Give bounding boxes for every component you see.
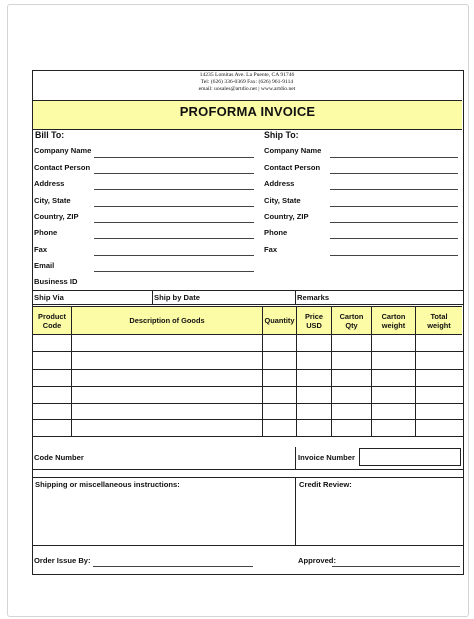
ship-to-fax-field[interactable] (330, 255, 458, 256)
bill-to-city-field[interactable] (94, 206, 254, 207)
ship-to-city-field[interactable] (330, 206, 458, 207)
table-row (32, 369, 463, 370)
ship-row-top-rule (32, 290, 463, 291)
ship-to-contact-field[interactable] (330, 173, 458, 174)
remarks-label: Remarks (297, 293, 330, 302)
company-contact: email: uosales@artdio.net | www.artdio.net (198, 86, 296, 92)
table-row (32, 386, 463, 387)
col-carton-weight: Carton weight (372, 306, 415, 335)
code-row-divider (295, 447, 296, 469)
bill-to-fax-label: Fax (34, 245, 48, 254)
code-number-label: Code Number (34, 453, 84, 462)
ship-to-company-field[interactable] (330, 157, 458, 158)
table-row (32, 403, 463, 404)
table-vrule-4 (331, 306, 332, 436)
table-vrule-5 (371, 306, 372, 436)
ship-to-country-field[interactable] (330, 222, 458, 223)
ship-to-phone-field[interactable] (330, 238, 458, 239)
col-total-weight: Total weight (416, 306, 462, 335)
bill-to-city-label: City, State (34, 196, 71, 205)
order-issue-by-field[interactable] (93, 566, 253, 567)
code-row-bottom-rule (32, 469, 463, 470)
ship-row-bottom-rule (32, 304, 463, 305)
ship-to-address-label: Address (264, 179, 295, 188)
bill-to-email-label: Email (34, 261, 55, 270)
bill-to-business-id-label: Business ID (34, 277, 78, 286)
bill-to-phone-field[interactable] (94, 238, 254, 239)
ship-to-city-label: City, State (264, 196, 301, 205)
bill-to-heading: Bill To: (35, 130, 65, 140)
bill-to-phone-label: Phone (34, 228, 58, 237)
page-title: PROFORMA INVOICE (179, 104, 316, 119)
instructions-bottom-rule (32, 545, 463, 546)
col-product-code: Product Code (33, 306, 71, 335)
table-row (32, 351, 463, 352)
approved-field[interactable] (332, 566, 460, 567)
ship-to-contact-label: Contact Person (264, 163, 321, 172)
credit-review-label: Credit Review: (299, 480, 352, 489)
bill-to-address-label: Address (34, 179, 65, 188)
ship-to-country-label: Country, ZIP (264, 212, 309, 221)
ship-row-divider-1 (152, 290, 153, 304)
bill-to-email-field[interactable] (94, 271, 254, 272)
invoice-number-field[interactable] (359, 448, 461, 466)
order-issue-by-label: Order Issue By: (34, 556, 91, 565)
table-vrule-6 (415, 306, 416, 436)
ship-to-fax-label: Fax (264, 245, 278, 254)
instructions-divider (295, 477, 296, 545)
approved-label: Approved: (298, 556, 336, 565)
ship-row-divider-2 (295, 290, 296, 304)
ship-to-heading: Ship To: (264, 130, 299, 140)
col-quantity: Quantity (263, 306, 296, 335)
table-vrule-2 (262, 306, 263, 436)
table-row (32, 419, 463, 420)
bill-to-company-label: Company Name (34, 146, 92, 155)
company-phones: Tel: (626) 336-0369 Fax: (626) 961-9114 (200, 79, 294, 85)
col-price: Price USD (297, 306, 331, 335)
table-vrule-3 (296, 306, 297, 436)
table-bottom-rule (32, 436, 463, 437)
col-carton-qty: Carton Qty (332, 306, 371, 335)
bill-to-fax-field[interactable] (94, 255, 254, 256)
bill-to-contact-label: Contact Person (34, 163, 91, 172)
bill-to-country-label: Country, ZIP (34, 212, 79, 221)
bill-to-address-field[interactable] (94, 189, 254, 190)
ship-to-address-field[interactable] (330, 189, 458, 190)
ship-by-date-label: Ship by Date (154, 293, 200, 302)
bill-to-country-field[interactable] (94, 222, 254, 223)
ship-to-company-label: Company Name (264, 146, 322, 155)
bill-to-company-field[interactable] (94, 157, 254, 158)
bill-to-contact-field[interactable] (94, 173, 254, 174)
ship-via-label: Ship Via (34, 293, 64, 302)
table-vrule-1 (71, 306, 72, 436)
instructions-top-rule (32, 477, 463, 478)
invoice-number-label: Invoice Number (298, 453, 355, 462)
company-address: 14235 Lomitas Ave. La Puente, CA 91746 (199, 72, 295, 78)
ship-to-phone-label: Phone (264, 228, 288, 237)
col-description: Description of Goods (72, 306, 262, 335)
instructions-label: Shipping or miscellaneous instructions: (35, 480, 180, 489)
